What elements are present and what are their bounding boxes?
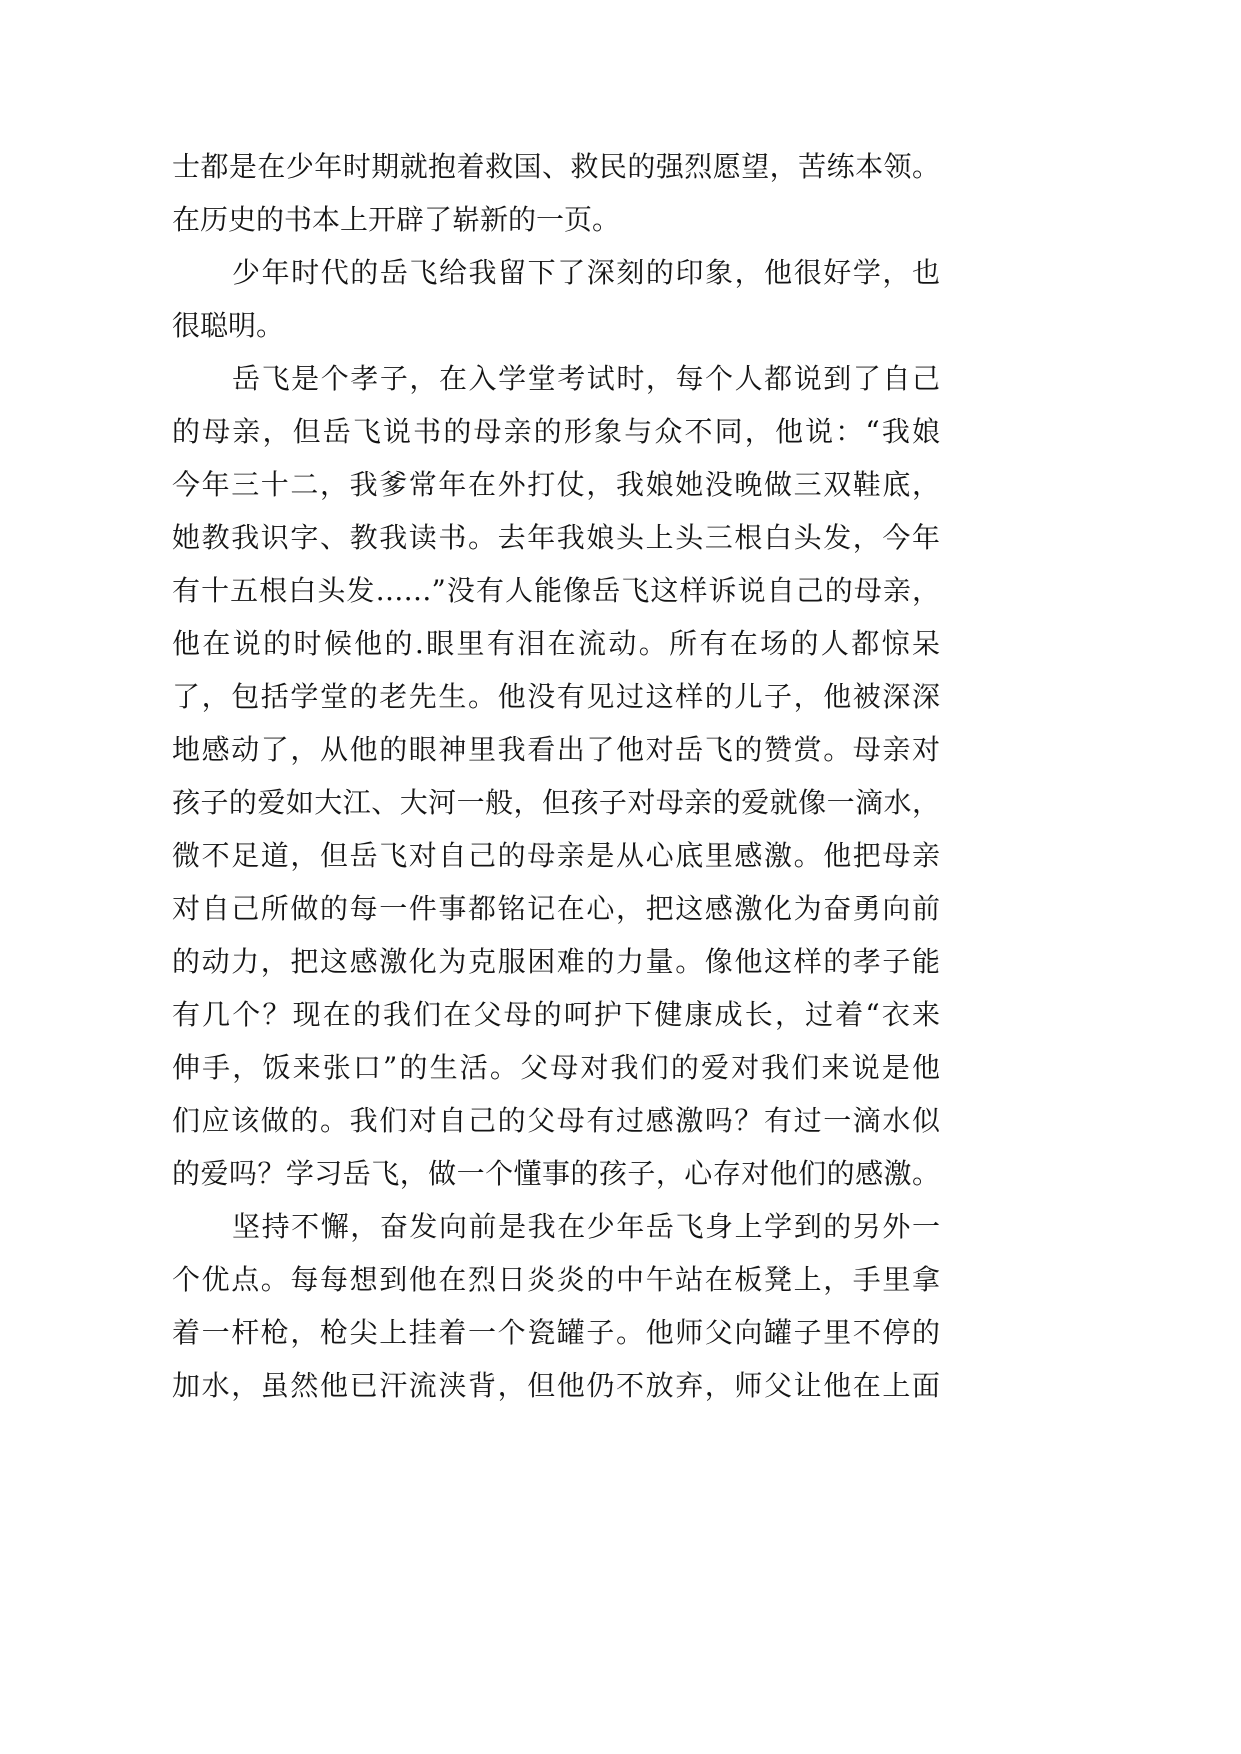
text-line: 岳飞是个孝子，在入学堂考试时，每个人都说到了自己 — [232, 362, 940, 395]
text-line: 对自己所做的每一件事都铭记在心，把这感激化为奋勇向前 — [172, 892, 940, 925]
text-line: 她教我识字、教我读书。去年我娘头上头三根白头发，今年 — [172, 521, 940, 554]
text-line: 孩子的爱如大江、大河一般，但孩子对母亲的爱就像一滴水， — [172, 786, 940, 819]
text-line: 个优点。每每想到他在烈日炎炎的中午站在板凳上，手里拿 — [172, 1263, 940, 1296]
text-line: 他在说的时候他的.眼里有泪在流动。所有在场的人都惊呆 — [172, 627, 940, 660]
paragraph — [172, 246, 940, 352]
text-line: 的爱吗？学习岳飞，做一个懂事的孩子，心存对他们的感激。 — [172, 1157, 940, 1190]
text-line: 士都是在少年时期就抱着救国、救民的强烈愿望，苦练本领。 — [172, 150, 940, 183]
text-line: 少年时代的岳飞给我留下了深刻的印象，他很好学，也 — [232, 256, 940, 289]
text-line: 加水，虽然他已汗流浃背，但他仍不放弃，师父让他在上面 — [172, 1369, 940, 1402]
text-line: 的母亲，但岳飞说书的母亲的形象与众不同，他说：“我娘 — [172, 415, 940, 448]
text-line: 微不足道，但岳飞对自己的母亲是从心底里感激。他把母亲 — [172, 839, 940, 872]
text-line: 了，包括学堂的老先生。他没有见过这样的儿子，他被深深 — [172, 680, 940, 713]
text-line: 有几个？现在的我们在父母的呵护下健康成长，过着“衣来 — [172, 998, 940, 1031]
text-line: 今年三十二，我爹常年在外打仗，我娘她没晚做三双鞋底， — [172, 468, 940, 501]
text-line: 有十五根白头发……”没有人能像岳飞这样诉说自己的母亲， — [172, 574, 940, 607]
text-line: 们应该做的。我们对自己的父母有过感激吗？有过一滴水似 — [172, 1104, 940, 1137]
text-line: 地感动了，从他的眼神里我看出了他对岳飞的赞赏。母亲对 — [172, 733, 940, 766]
text-line: 坚持不懈，奋发向前是我在少年岳飞身上学到的另外一 — [232, 1210, 940, 1243]
paragraph — [172, 352, 940, 1200]
paragraph — [172, 140, 940, 246]
text-line: 很聪明。 — [172, 309, 285, 342]
text-line: 着一杆枪，枪尖上挂着一个瓷罐子。他师父向罐子里不停的 — [172, 1316, 940, 1349]
document-body — [172, 140, 940, 1412]
text-line: 在历史的书本上开辟了崭新的一页。 — [172, 203, 621, 236]
text-line: 伸手，饭来张口”的生活。父母对我们的爱对我们来说是他 — [172, 1051, 940, 1084]
paragraph — [172, 1200, 940, 1412]
text-line: 的动力，把这感激化为克服困难的力量。像他这样的孝子能 — [172, 945, 940, 978]
